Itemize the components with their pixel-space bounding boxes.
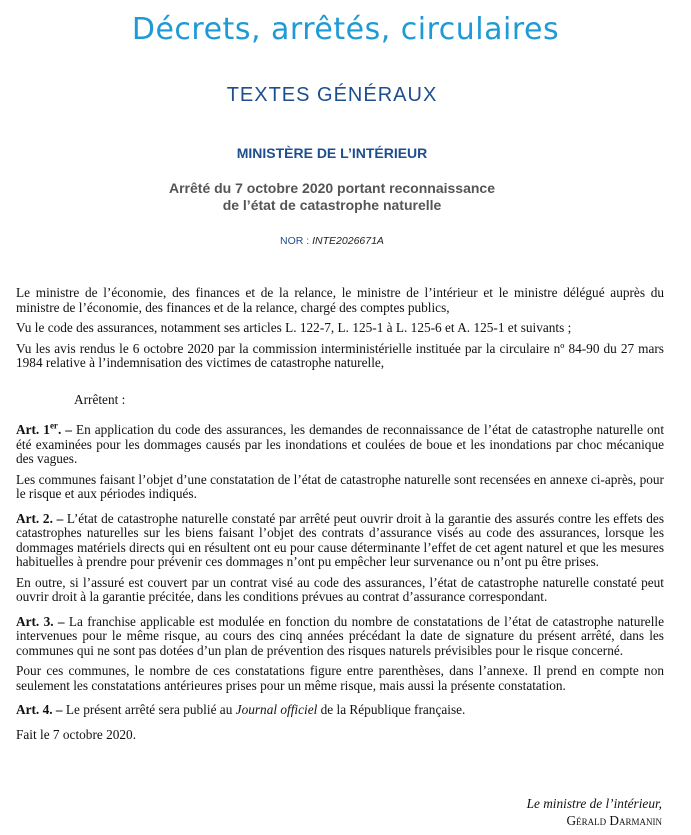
preamble-ministers: Le ministre de l’économie, des finances et de la relance, le ministre de l’intérieur et le ministre délégué auprès du ministre de l’économie, des finances et de la relance, chargé des comptes publics, [16,285,664,315]
decree-title [0,180,664,214]
article-3-paragraph-2: Pour ces communes, le nombre de ces constatations figure entre parenthèses, dans l’annexe. Il prend en compte non seulement les constatations antérieures prises pour un même risque, mais aussi la présente constatation. [16,663,664,693]
arretent-label: Arrêtent : [74,391,126,407]
article-3-paragraph-1: Art. 3. – La franchise applicable est modulée en fonction du nombre de constatations de l’état de catastrophe naturelle intervenues pour le même risque, au cours des cinq années précédant la date de signature du présent arrêté, dans les communes qui ne sont pas dotées d’un plan de prévention des risques naturels prévisibles pour le risque concerné. [16,613,664,658]
article-3-label: Art. 3. – [16,613,65,629]
article-2-paragraph-2: En outre, si l’assuré est couvert par un contrat visé au code des assurances, l’état de catastrophe naturelle constaté peut ouvrir droit à la garantie précitée, dans les conditions prévues au contrat d’assurance correspondant. [16,574,664,604]
nor-code: INTE2026671A [312,235,384,247]
decree-title-line1: Arrêté du 7 octobre 2020 portant reconnaissance [169,180,495,196]
decree-body [16,286,664,748]
article-4-paragraph-1: Art. 4. – Le présent arrêté sera publié au Journal officiel de la République française. [16,702,466,717]
article-1-paragraph-1: Art. 1er. – En application du code des assurances, les demandes de reconnaissance de l’état de catastrophe naturelle ont été examinées pour les dommages causés par les inondations et coulées de boue et les inondations par choc mécanique des vagues. [16,420,665,466]
signatory-name: Gérald Darmanin [566,813,662,828]
preamble-vu-code: Vu le code des assurances, notamment ses articles L. 122-7, L. 125-1 à L. 125-6 et A. 125-1 et suivants ; [16,320,572,335]
subsection-title: TEXTES GÉNÉRAUX [226,84,438,106]
section-title: Décrets, arrêtés, circulaires [131,12,560,47]
article-4-label: Art. 4. – [16,702,63,717]
decree-title-line2: de l’état de catastrophe naturelle [222,197,442,213]
article-2-label: Art. 2. – [16,510,64,526]
article-2-paragraph-1: Art. 2. – L’état de catastrophe naturelle constaté par arrêté peut ouvrir droit à la garantie des assurés contre les effets des catastrophes naturelles sur les biens faisant l’objet des contrats d’assurance visés au code des assurances, lorsque les dommages matériels directs qui en résultent ont eu pour cause déterminante l’effet de cet agent naturel et que les mesures habituelles à prendre pour prévenir ces dommages n’ont pu empêcher leur survenance ou n’ont pu être prises. [16,510,664,569]
preamble-vu-avis: Vu les avis rendus le 6 octobre 2020 par la commission interministérielle instituée par la circulaire nº 84-90 du 27 mars 1984 relative à l’indemnisation des victimes de catastrophe naturelle, [16,340,664,370]
nor-reference [0,235,664,247]
signature-block [527,795,662,829]
ministry-heading: MINISTÈRE DE L’INTÉRIEUR [236,145,428,161]
article-1-paragraph-2: Les communes faisant l’objet d’une constatation de l’état de catastrophe naturelle sont recensées en annexe ci-après, pour le risque et aux périodes indiqués. [16,471,664,501]
done-date: Fait le 7 octobre 2020. [16,726,137,742]
nor-label: NOR : [280,235,313,247]
journal-officiel-title: Journal officiel [235,702,318,717]
signatory-role: Le ministre de l’intérieur, [526,796,662,811]
article-1-label: Art. 1er. – [16,420,72,437]
